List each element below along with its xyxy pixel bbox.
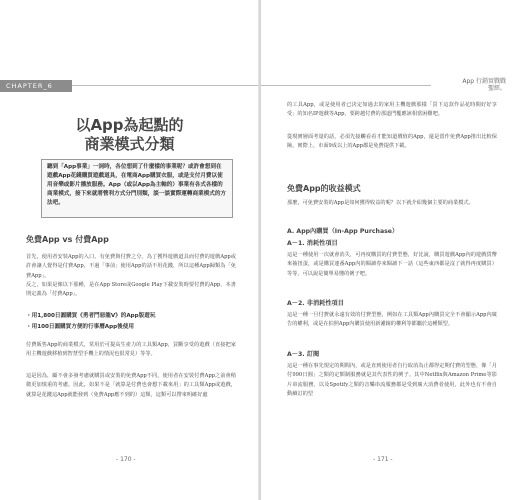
paragraph: 首先，使用者安裝App的入口，有免費與付費之分。為了獲得遊戲道具而付費的遊戲App或許會讓人覺得是付費App，不過「事前」使用App的話不用花錢，所以這種App歸類為「免費App」。 (26, 254, 236, 279)
paragraph: 這是一種在事先規定的期間內，或是直到使用者自行取消為止都得定期付費的型態，像「月付990日圓」之類的定額制服務就是其代表性的例子。其中Netflix與Amazon Prime等影片串流服務，以及Spotify之類的音樂串流服務都是受到廣大消費者使用，此外也有不會自動續訂的型 (287, 363, 497, 398)
heading-free-vs-paid: 免費App vs 付費App (26, 235, 109, 244)
subheading-consumable: A－1. 消耗性項目 (287, 240, 338, 247)
chapter-label: CHAPTER_6 (6, 82, 53, 90)
right-page (261, 0, 520, 500)
paragraph: 這是因為，顧不會多發考慮就購買或安裝的免費App不同，使用者在安裝付費App之前會稍微更加慎重的考慮。因此，如果不是「就算是付費也會想下載來用」的工具類App或遊戲，就算是花錢這App就能發到（免費App應不到的）這類，這類可以帶來明確好處 (26, 373, 236, 398)
heading-revenue-models: 免費App的收益模式 (287, 184, 361, 193)
paragraph: 這是一種使用一次就會消失，可再度購買的付費型態，好比說，購買遊戲App內的遊戲貨幣來抽扭蛋，或是購買連番App內的閱讀券來閱讀下一話（這些東西都是沒了就得再度購買）等等，可以說是簡單易懂的例子吧。 (287, 252, 497, 277)
section-title (0, 116, 259, 154)
page-number-right: - 171 - (373, 456, 393, 463)
book-title-line2: 聖經。 (487, 85, 506, 92)
section-title-line1: 以App為起點的 (75, 116, 184, 134)
callout-text: 聽到「App事業」一詞時，各位想到了什麼樣的事業呢？或許會想到在遊戲App花錢購買遊戲道具，在電商App購買衣服，或是支付月費以使用音樂或影片播放服務。App（或以App為主軸的）事業有各式各樣的商業模式，接下來就將營利方式分門別類，談一談實際運轉商業模式的方法吧。 (47, 164, 227, 206)
paragraph: 從現實層面考量的話，必須先接觸看看才能知道價值的App，還是當作免費App推出比較保險。實際上，市面9成以上的App都是免費提供下載。 (287, 134, 497, 150)
header-rule (261, 85, 431, 86)
paragraph: 那麼，可免費安裝的App是如何獲得收益的呢？以下就介紹幾個主要的商業模式。 (287, 200, 474, 206)
section-title-line2: 商業模式分類 (84, 135, 175, 153)
paragraph: 付費販售App的商業模式，常用於可提高生產力的工具類App，買斷享受的遊戲（直接把家用主機遊戲移植到智慧型手機上的情況也很常見）等等。 (26, 342, 236, 358)
paragraph: 的工具App，或是使用者已決定如過去的家用主機遊戲那樣「買下這款作品花時間好好享受」的知名IP遊戲等App，要跨越付費的那道門檻應該相當困難吧。 (287, 102, 497, 118)
page-number-left: - 170 - (116, 456, 136, 463)
header-rule (72, 85, 259, 86)
bullet-item: ・用100日圓購買方便的行事曆App後使用 (26, 324, 134, 330)
running-book-title (462, 78, 506, 92)
subheading-subscription: A－3. 訂閱 (287, 351, 320, 358)
paragraph: 這是一種一旦付費就永遠有效的付費型態，例如在工具類App內購買完全不會顯示App內廣告的權利，或是在拍照App內購買使用新濾鏡的權利等都屬於這種類型。 (287, 312, 497, 328)
subheading-non-consumable: A－2. 非消耗性項目 (287, 300, 344, 307)
paragraph: 反之，如果是像以下那種，是在App Store或Google Play下載安裝時要付費的App，本書則定義為「付費App」。 (26, 282, 236, 298)
subheading-in-app-purchase: A. App內購買（In-App Purchase） (287, 228, 399, 235)
book-title-line1: App 行銷實戰戰 (462, 78, 506, 85)
left-page (0, 0, 259, 500)
bullet-item: ・用1,800日圓購買《勇者鬥惡龍V》的App版遊玩 (26, 313, 156, 319)
intro-callout-box (41, 159, 233, 218)
